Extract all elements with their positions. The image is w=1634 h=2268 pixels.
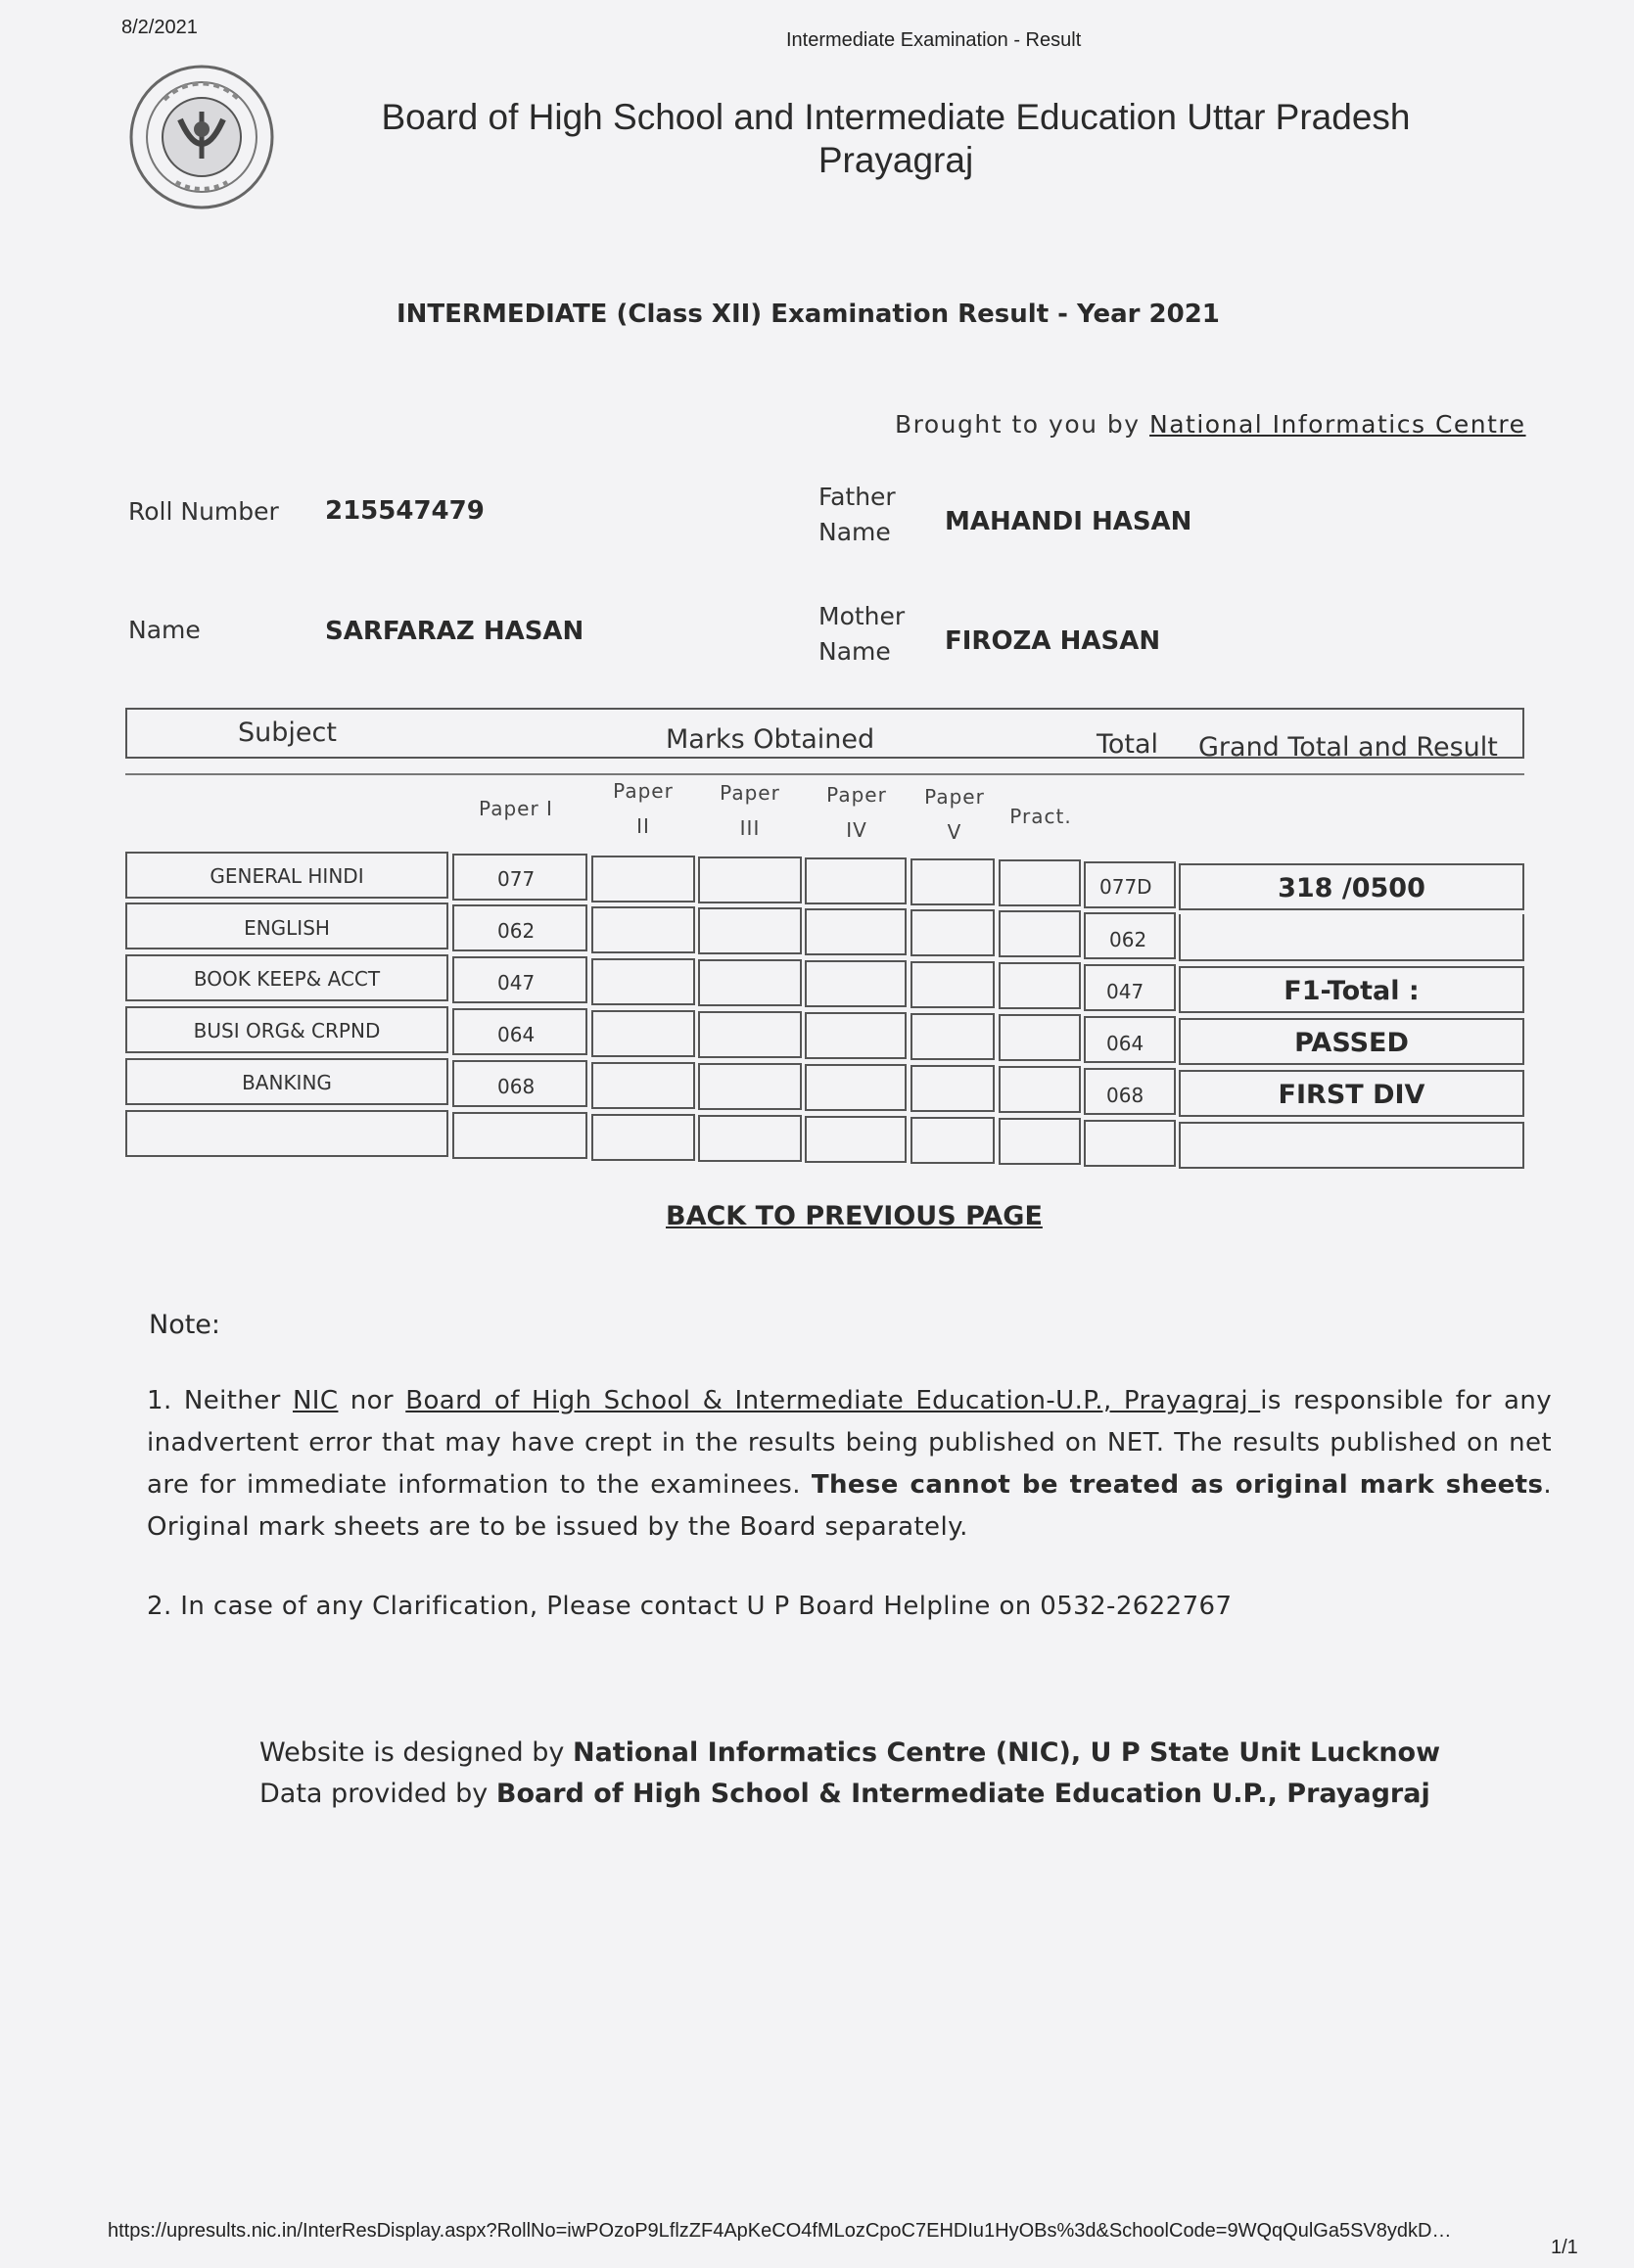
subheader-practical: Pract. [1009, 805, 1072, 828]
nic-abbr-link[interactable]: NIC [292, 1386, 339, 1415]
footer-designed-by: Website is designed by National Informatics Centre (NIC), U P State Unit Lucknow [259, 1737, 1441, 1768]
subject-cell: GENERAL HINDI [210, 864, 364, 888]
print-date: 8/2/2021 [121, 17, 198, 38]
mother-name-value: FIROZA HASAN [945, 626, 1161, 656]
total-cell: 062 [1109, 928, 1147, 951]
grand-total-value: 318 /0500 [1278, 873, 1425, 903]
total-cell: 077D [1099, 875, 1152, 899]
board-link[interactable]: Board of High School & Intermediate Education-U.P., Prayagraj [405, 1386, 1261, 1415]
subheader-paper-3: Paper III [720, 781, 780, 840]
paper1-cell: 068 [497, 1075, 536, 1098]
subject-cell: BUSI ORG& CRPND [193, 1019, 381, 1042]
father-name-value: MAHANDI HASAN [945, 507, 1192, 536]
header-subject: Subject [238, 717, 337, 748]
subheader-paper-5: Paper V [924, 785, 985, 844]
total-cell: 047 [1106, 980, 1144, 1003]
board-name-line2: Prayagraj [817, 140, 974, 181]
name-value: SARFARAZ HASAN [325, 617, 584, 646]
subject-cell: BANKING [242, 1071, 332, 1094]
note-item-2: 2. In case of any Clarification, Please contact U P Board Helpline on 0532-2622767 [147, 1592, 1233, 1621]
subheader-paper-4: Paper IV [826, 783, 887, 842]
header-total: Total [1097, 729, 1159, 760]
name-label: Name [128, 616, 201, 644]
subheader-paper-2: Paper II [613, 779, 674, 838]
header-divider [125, 773, 1524, 775]
roll-number-value: 215547479 [325, 496, 485, 526]
result-label: F1-Total : [1284, 976, 1420, 1006]
paper1-cell: 047 [497, 971, 536, 995]
subject-cell: ENGLISH [244, 916, 330, 940]
paper1-cell: 077 [497, 867, 536, 891]
paper1-cell: 064 [497, 1023, 536, 1046]
subject-cell: BOOK KEEP& ACCT [193, 967, 381, 991]
header-marks-obtained: Marks Obtained [666, 724, 875, 755]
total-cell: 064 [1106, 1032, 1144, 1055]
father-name-label: Father Name [818, 483, 896, 547]
result-status: PASSED [1294, 1028, 1409, 1058]
mother-name-label: Mother Name [818, 602, 906, 667]
board-name-line1: Board of High School and Intermediate Education Uttar Pradesh [381, 97, 1411, 137]
header-grand-total: Grand Total and Result [1198, 732, 1498, 763]
back-to-previous-page-link[interactable]: BACK TO PREVIOUS PAGE [666, 1201, 1043, 1231]
nic-link[interactable]: National Informatics Centre [1149, 410, 1526, 439]
footer-data-provided-by: Data provided by Board of High School & Intermediate Education U.P., Prayagraj [259, 1778, 1430, 1809]
site-footer [259, 1733, 1532, 1815]
result-division: FIRST DIV [1278, 1080, 1425, 1110]
subheader-paper-1: Paper I [479, 797, 553, 820]
paper1-cell: 062 [497, 919, 536, 943]
note-heading: Note: [149, 1310, 221, 1340]
print-page-title: Intermediate Examination - Result [786, 29, 1082, 51]
credit-prefix: Brought to you by [895, 410, 1150, 439]
table-row-empty [125, 1110, 448, 1157]
total-cell: 068 [1106, 1084, 1144, 1107]
print-page-number: 1/1 [1551, 2237, 1578, 2258]
print-url: https://upresults.nic.in/InterResDisplay.aspx?RollNo=iwPOzoP9LflzZF4ApKeCO4fMLozCpoC7EHDIu1HyOBs%3d&SchoolCode=9WQqQulGa5SV8ydkD… [108, 2220, 1452, 2242]
exam-title: INTERMEDIATE (Class XII) Examination Result - Year 2021 [397, 300, 1220, 329]
note-item-1: 1. Neither NIC nor Board of High School & Intermediate Education-U.P., Prayagraj is responsible for any inadvertent error that may have crept in the results being published on NET. The results published on net are for immediate information to the examinees. These cannot be treated as original mark sheets. Original mark sheets are to be issued by the Board separately. [147, 1386, 1553, 1542]
roll-number-label: Roll Number [128, 497, 279, 526]
